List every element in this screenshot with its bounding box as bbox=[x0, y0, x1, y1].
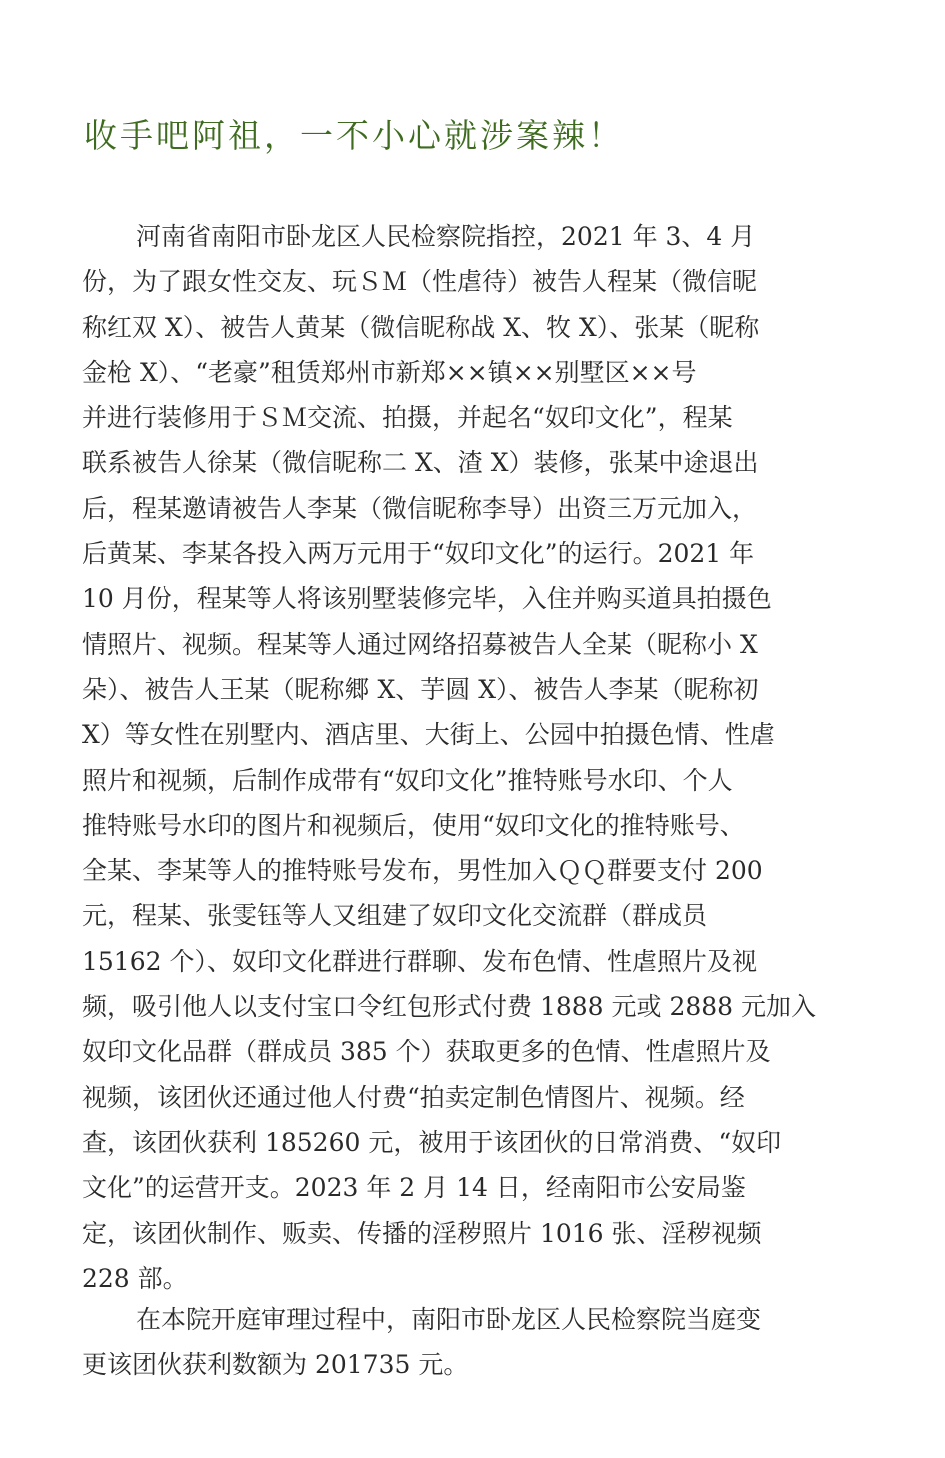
text-line: 后，程某邀请被告人李某（微信昵称李导）出资三万元加入， bbox=[82, 493, 758, 523]
headline: 收手吧阿祖，一不小心就涉案辣！ bbox=[84, 116, 624, 155]
paragraph-indictment bbox=[82, 214, 834, 1301]
text-line: 推特账号水印的图片和视频后，使用“奴印文化的推特账号、 bbox=[82, 810, 745, 840]
text-line: 更该团伙获利数额为 201735 元。 bbox=[82, 1350, 469, 1380]
text-line: 朵）、被告人王某（昵称郷 X、芋圆 X）、被告人李某（昵称初 bbox=[82, 674, 759, 704]
text-line: 视频，该团伙还通过他人付费“拍卖定制色情图片、视频。经 bbox=[82, 1082, 745, 1112]
text-line: 联系被告人徐某（微信昵称二 X、渣 X）装修，张某中途退出 bbox=[82, 448, 759, 478]
text-line: 定，该团伙制作、贩卖、传播的淫秽照片 1016 张、淫秽视频 bbox=[82, 1218, 762, 1248]
text-line: 文化”的运营开支。2023 年 2 月 14 日，经南阳市公安局鉴 bbox=[82, 1173, 746, 1203]
text-line: 照片和视频，后制作成带有“奴印文化”推特账号水印、个人 bbox=[82, 765, 733, 795]
text-line: 全某、李某等人的推特账号发布，男性加入ＱＱ群要支付 200 bbox=[82, 856, 763, 886]
text-line: 元，程某、张雯钰等人又组建了奴印文化交流群（群成员 bbox=[82, 901, 708, 931]
text-line: 10 月份，程某等人将该别墅装修完毕，入住并购买道具拍摄色 bbox=[82, 584, 772, 614]
text-line: 15162 个）、奴印文化群进行群聊、发布色情、性虐照片及视 bbox=[82, 946, 757, 976]
paragraph-court-change bbox=[82, 1297, 834, 1388]
text-line: 金枪 X）、“老豪”租赁郑州市新郑××镇××别墅区××号 bbox=[82, 357, 697, 387]
text-line: 频，吸引他人以支付宝口令红包形式付费 1888 元或 2888 元加入 bbox=[82, 992, 817, 1022]
text-line: 情照片、视频。程某等人通过网络招募被告人全某（昵称小 X bbox=[82, 629, 758, 659]
text-line: 奴印文化品群（群成员 385 个）获取更多的色情、性虐照片及 bbox=[82, 1037, 771, 1067]
text-line: 称红双 X）、被告人黄某（微信昵称战 X、牧 X）、张某（昵称 bbox=[82, 312, 760, 342]
text-line: 在本院开庭审理过程中，南阳市卧龙区人民检察院当庭变 bbox=[136, 1305, 762, 1334]
text-line: 后黄某、李某各投入两万元用于“奴印文化”的运行。2021 年 bbox=[82, 539, 755, 569]
text-line: 份，为了跟女性交友、玩ＳＭ（性虐待）被告人程某（微信昵 bbox=[82, 267, 758, 297]
text-line: 河南省南阳市卧龙区人民检察院指控，2021 年 3、4 月 bbox=[136, 222, 756, 251]
text-line: X）等女性在别墅内、酒店里、大街上、公园中拍摄色情、性虐 bbox=[82, 720, 775, 750]
text-line: 查，该团伙获利 185260 元，被用于该团伙的日常消费、“奴印 bbox=[82, 1127, 782, 1157]
text-line: 228 部。 bbox=[82, 1263, 188, 1293]
text-line: 并进行装修用于ＳＭ交流、拍摄，并起名“奴印文化”，程某 bbox=[82, 403, 733, 433]
